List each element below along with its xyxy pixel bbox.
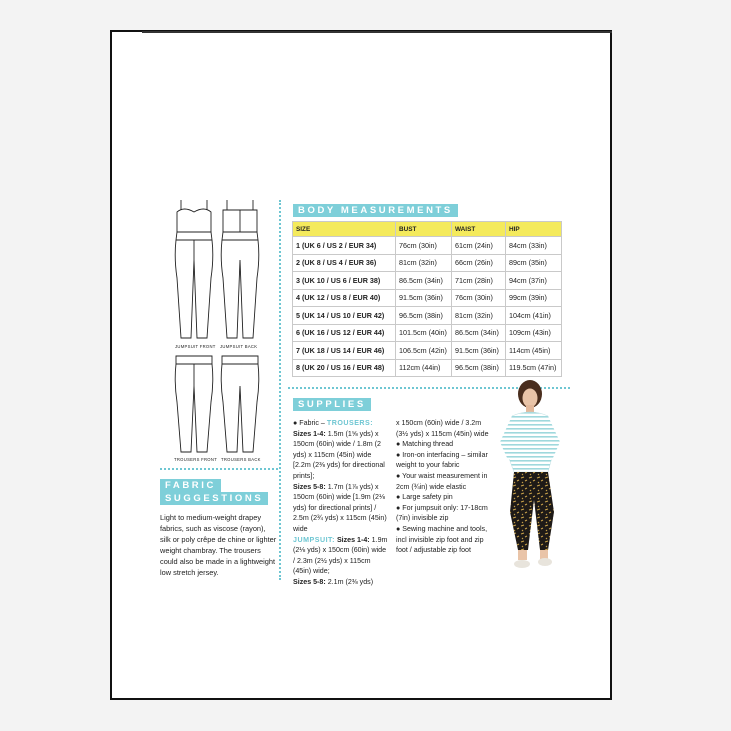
hip-cell: 94cm (37in): [506, 272, 562, 290]
table-row: [293, 237, 562, 255]
bust-cell: 101.5cm (40in): [396, 324, 452, 342]
jumpsuit-back-flat: [218, 198, 262, 343]
hip-cell: 104cm (41in): [506, 307, 562, 325]
hip-cell: 89cm (35in): [506, 254, 562, 272]
jumpsuit-sizes-5-8-label: Sizes 5-8:: [293, 577, 326, 586]
table-row: [293, 272, 562, 290]
jumpsuit-sizes-1-4-label: Sizes 1-4:: [336, 535, 370, 544]
table-row: [293, 289, 562, 307]
waist-cell: 91.5cm (36in): [452, 342, 506, 360]
bust-cell: 86.5cm (34in): [396, 272, 452, 290]
trousers-sizes-1-4-label: Sizes 1-4:: [293, 429, 326, 438]
size-cell: 7 (UK 18 / US 14 / EUR 46): [293, 342, 396, 360]
waist-cell: 61cm (24in): [452, 237, 506, 255]
hip-cell: 84cm (33in): [506, 237, 562, 255]
supplies-continued-text: x 150cm (60in) wide / 3.2m (3½ yds) x 115cm (45in) wide: [396, 419, 489, 438]
hip-cell: 99cm (39in): [506, 289, 562, 307]
bust-cell: 76cm (30in): [396, 237, 452, 255]
table-row: [293, 254, 562, 272]
trousers-sizes-1-4-text: 1.5m (1⅝ yds) x 150cm (60in) wide / 1.8m (2 yds) x 115cm (45in) wide [2.2m (2⅜ yds) for directional prints];: [293, 429, 385, 480]
column-header-hip: HIP: [506, 222, 562, 237]
waist-cell: 96.5cm (38in): [452, 359, 506, 377]
trousers-back-label: TROUSERS BACK: [221, 457, 261, 462]
waist-cell: 81cm (32in): [452, 307, 506, 325]
size-cell: 1 (UK 6 / US 2 / EUR 34): [293, 237, 396, 255]
hip-cell: 109cm (43in): [506, 324, 562, 342]
table-header-row: [293, 222, 562, 237]
page-top-rule: [142, 31, 612, 33]
vertical-divider: [279, 200, 281, 580]
size-cell: 4 (UK 12 / US 8 / EUR 40): [293, 289, 396, 307]
table-row: [293, 324, 562, 342]
fabric-suggestions-text: Light to medium-weight drapey fabrics, such as viscose (rayon), silk or poly crêpe de chine or lighter weight chambray. The trousers could also be made in a lightweight low stretch jersey.: [160, 513, 277, 577]
bust-cell: 106.5cm (42in): [396, 342, 452, 360]
supply-item-tools: ● Sewing machine and tools, incl invisible zip foot and zip foot / adjustable zip foot: [396, 524, 488, 555]
waist-cell: 71cm (28in): [452, 272, 506, 290]
waist-cell: 76cm (30in): [452, 289, 506, 307]
table-row: [293, 342, 562, 360]
column-header-size: SIZE: [293, 222, 396, 237]
trousers-sizes-5-8-text: 1.7m (1⅞ yds) x 150cm (60in) wide [1.9m (2⅛ yds) for directional prints] / 2.5m (2¾ yds) x 115cm (45in) wide: [293, 482, 387, 533]
column-header-waist: WAIST: [452, 222, 506, 237]
fabric-heading-line2: SUGGESTIONS: [160, 492, 268, 505]
model-photo: [488, 372, 570, 582]
fabric-bullet: ● Fabric –: [293, 419, 325, 427]
supply-item-elastic: ● Your waist measurement in 2cm (¾in) wide elastic: [396, 471, 488, 491]
size-cell: 8 (UK 20 / US 16 / EUR 48): [293, 359, 396, 377]
size-cell: 3 (UK 10 / US 6 / EUR 38): [293, 272, 396, 290]
hip-cell: 114cm (45in): [506, 342, 562, 360]
body-measurements-heading: BODY MEASUREMENTS: [293, 204, 458, 217]
supplies-column-2: [396, 418, 492, 556]
column-header-bust: BUST: [396, 222, 452, 237]
jumpsuit-back-label: JUMPSUIT BACK: [220, 344, 258, 349]
waist-cell: 86.5cm (34in): [452, 324, 506, 342]
fabric-heading-line1: FABRIC: [160, 479, 221, 492]
table-row: [293, 307, 562, 325]
fabric-divider: [160, 468, 278, 470]
trousers-front-label: TROUSERS FRONT: [174, 457, 218, 462]
bust-cell: 81cm (32in): [396, 254, 452, 272]
jumpsuit-sizes-1-4-text: 1.9m (2⅛ yds) x 150cm (60in) wide / 2.3m (2½ yds) x 115cm (45in) wide;: [293, 535, 388, 576]
jumpsuit-front-flat: [172, 198, 216, 343]
body-measurements-table: [292, 221, 562, 377]
size-cell: 5 (UK 14 / US 10 / EUR 42): [293, 307, 396, 325]
jumpsuit-front-label: JUMPSUIT FRONT: [175, 344, 216, 349]
supplies-heading: SUPPLIES: [293, 398, 371, 411]
bust-cell: 112cm (44in): [396, 359, 452, 377]
supply-item-interfacing: ● Iron-on interfacing – similar weight to your fabric: [396, 450, 488, 470]
supply-item-zip: ● For jumpsuit only: 17-18cm (7in) invisible zip: [396, 503, 488, 523]
size-cell: 2 (UK 8 / US 4 / EUR 36): [293, 254, 396, 272]
jumpsuit-sizes-5-8-text: 2.1m (2⅜ yds): [327, 577, 374, 586]
supply-item-safety-pin: ● Large safety pin: [396, 493, 453, 502]
trousers-label: TROUSERS:: [326, 419, 374, 427]
waist-cell: 66cm (26in): [452, 254, 506, 272]
jumpsuit-label: JUMPSUIT:: [293, 535, 335, 544]
trousers-sizes-5-8-label: Sizes 5-8:: [293, 482, 326, 491]
supply-item-thread: ● Matching thread: [396, 440, 454, 449]
hip-cell: 119.5cm (47in): [506, 359, 562, 377]
bust-cell: 91.5cm (36in): [396, 289, 452, 307]
trousers-front-flat: [172, 354, 216, 456]
bust-cell: 96.5cm (38in): [396, 307, 452, 325]
supplies-column-1: [293, 418, 389, 588]
trousers-back-flat: [218, 354, 262, 456]
size-cell: 6 (UK 16 / US 12 / EUR 44): [293, 324, 396, 342]
